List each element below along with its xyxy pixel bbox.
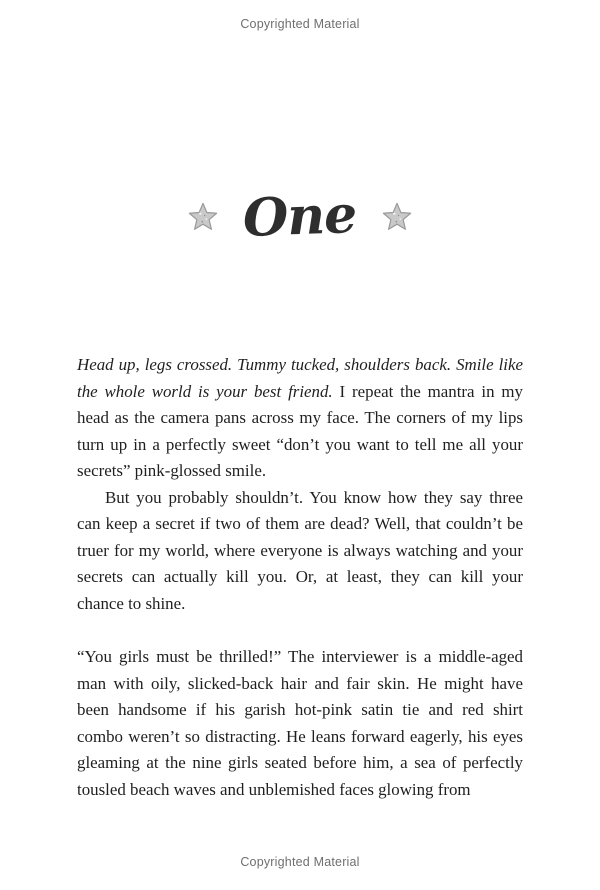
paragraph [77,644,523,803]
chapter-heading [0,182,600,252]
body-text-segment: But you probably shouldn’t. You know how they say three can keep a secret if two of them are dead? Well, that couldn’t be truer for my world, where everyone is always watching and your secrets can actually kill you. Or, at least, they can kill your chance to shine. [77,487,523,613]
body-text-segment: “You girls must be thrilled!” The interviewer is a middle-aged man with oily, slicked-back hair and fair skin. He might have been handsome if his garish hot-pink satin tie and red shirt combo weren’t so distracting. He leans forward eagerly, his eyes gleaming at the nine girls seated before him, a sea of perfectly tousled beach waves and unblemished faces glowing from [77,647,523,799]
copyright-notice-top: Copyrighted Material [240,17,360,31]
star-icon [187,201,219,233]
copyright-notice-bottom: Copyrighted Material [240,855,360,869]
body-text-segment: I repeat the mantra in my head as the camera pans across my face. The corners of my lips turn up in a perfectly sweet “don’t you want to tell me all your secrets” pink-glossed smile. [77,381,524,480]
paragraph [77,352,523,485]
italic-text: Head up, legs crossed. Tummy tucked, shoulders back. Smile like the whole world is your best friend. [77,355,523,401]
body-paragraphs [77,352,523,803]
paragraph [77,485,523,618]
chapter-title: One [242,184,358,249]
star-icon [381,201,413,233]
